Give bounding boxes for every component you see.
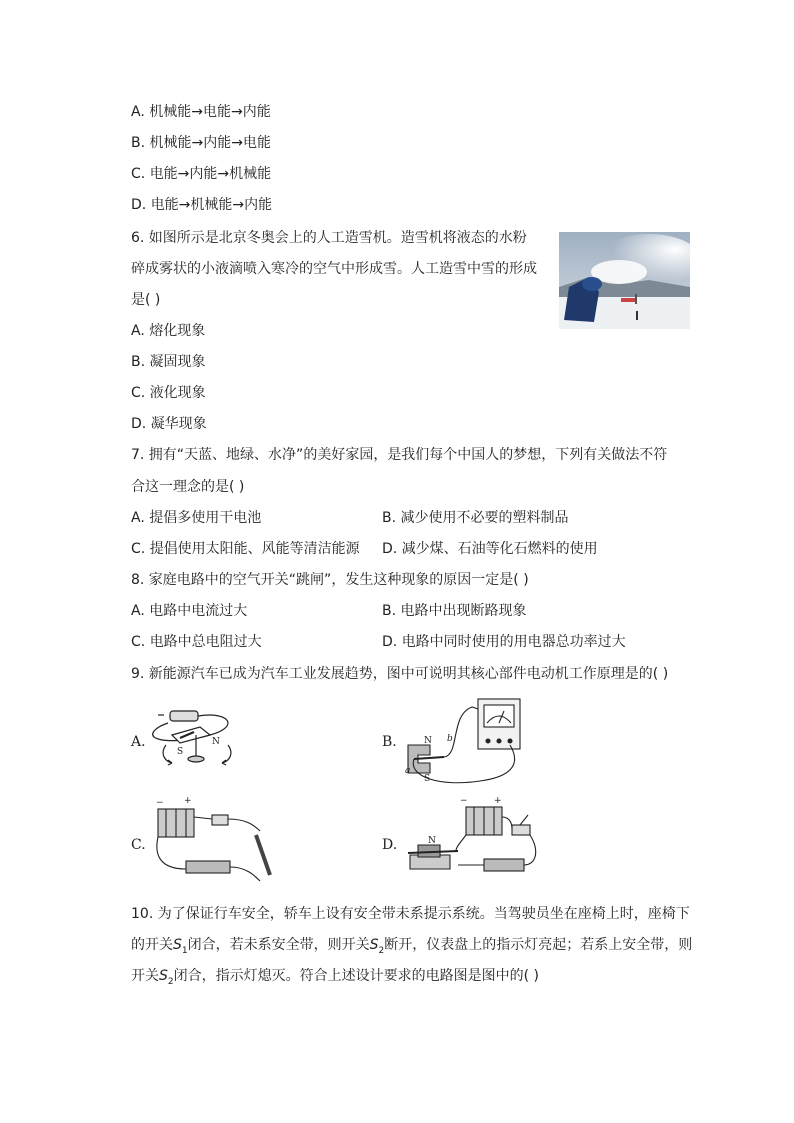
q6-option-c: C. 液化现象 bbox=[131, 385, 206, 401]
q5-option-d: D. 电能→机械能→内能 bbox=[131, 197, 273, 213]
q8-option-a: A. 电路中电流过大 bbox=[131, 603, 248, 619]
q6-option-a: A. 熔化现象 bbox=[131, 323, 206, 339]
snow-machine-photo bbox=[559, 232, 690, 329]
q9-b-label-b: b bbox=[447, 734, 453, 744]
q9-option-d-letter: D. bbox=[382, 837, 398, 853]
q8-option-c: C. 电路中总电阻过大 bbox=[131, 634, 262, 650]
q9-d-label-n: N bbox=[428, 836, 436, 846]
q9-c-plus: + bbox=[184, 796, 192, 806]
q10-stem-line3: 开关$S_2$闭合，指示灯熄灭。符合上述设计要求的电路图是图中的( ) bbox=[131, 968, 539, 987]
q10-stem-line2: 的开关$S_1$闭合，若未系安全带，则开关$S_2$断开，仪表盘上的指示灯亮起；若系上安全带，则 bbox=[131, 937, 693, 956]
q9-diagram-b bbox=[400, 695, 525, 790]
q10-stem-line1: 10. 为了保证行车安全，轿车上设有安全带未系提示系统。当驾驶员坐在座椅上时，座椅下 bbox=[131, 906, 690, 922]
q7-stem-line1: 7. 拥有“天蓝、地绿、水净”的美好家园，是我们每个中国人的梦想，下列有关做法不符 bbox=[131, 447, 668, 463]
q7-stem-line2: 合这一理念的是( ) bbox=[131, 479, 245, 495]
q6-stem-line1: 6. 如图所示是北京冬奥会上的人工造雪机。造雪机将液态的水粉 bbox=[131, 230, 527, 246]
q9-c-minus: − bbox=[156, 798, 164, 808]
q9-d-minus: − bbox=[460, 796, 468, 806]
q9-d-plus: + bbox=[494, 796, 502, 806]
q5-option-a: A. 机械能→电能→内能 bbox=[131, 104, 271, 120]
q5-option-c: C. 电能→内能→机械能 bbox=[131, 166, 272, 182]
q6-stem-line2: 碎成雾状的小液滴喷入寒冷的空气中形成雪。人工造雪中雪的形成 bbox=[131, 261, 537, 277]
q9-stem: 9. 新能源汽车已成为汽车工业发展趋势，图中可说明其核心部件电动机工作原理是的( ) bbox=[131, 666, 669, 682]
q7-option-c: C. 提倡使用太阳能、风能等清洁能源 bbox=[131, 541, 360, 557]
q9-diagram-d bbox=[400, 795, 550, 890]
q9-option-a-letter: A. bbox=[131, 734, 146, 750]
q6-option-b: B. 凝固现象 bbox=[131, 354, 206, 370]
q9-b-label-a: a bbox=[405, 766, 411, 776]
q9-b-label-s: S bbox=[424, 774, 431, 784]
q7-option-a: A. 提倡多使用干电池 bbox=[131, 510, 262, 526]
q9-a-label-s: S bbox=[177, 747, 184, 757]
q9-diagram-c bbox=[150, 795, 275, 890]
q9-option-b-letter: B. bbox=[382, 734, 397, 750]
q9-b-label-n: N bbox=[424, 736, 432, 746]
q9-a-label-n: N bbox=[212, 737, 220, 747]
q9-option-c-letter: C. bbox=[131, 837, 146, 853]
q8-option-d: D. 电路中同时使用的用电器总功率过大 bbox=[382, 634, 626, 650]
q8-stem: 8. 家庭电路中的空气开关“跳闸”，发生这种现象的原因一定是( ) bbox=[131, 572, 529, 588]
q6-option-d: D. 凝华现象 bbox=[131, 416, 207, 432]
q8-option-b: B. 电路中出现断路现象 bbox=[382, 603, 527, 619]
q5-option-b: B. 机械能→内能→电能 bbox=[131, 135, 271, 151]
q7-option-b: B. 减少使用不必要的塑料制品 bbox=[382, 510, 569, 526]
q9-diagram-a bbox=[150, 705, 240, 775]
q6-stem-line3: 是( ) bbox=[131, 292, 161, 308]
q7-option-d: D. 减少煤、石油等化石燃料的使用 bbox=[382, 541, 598, 557]
